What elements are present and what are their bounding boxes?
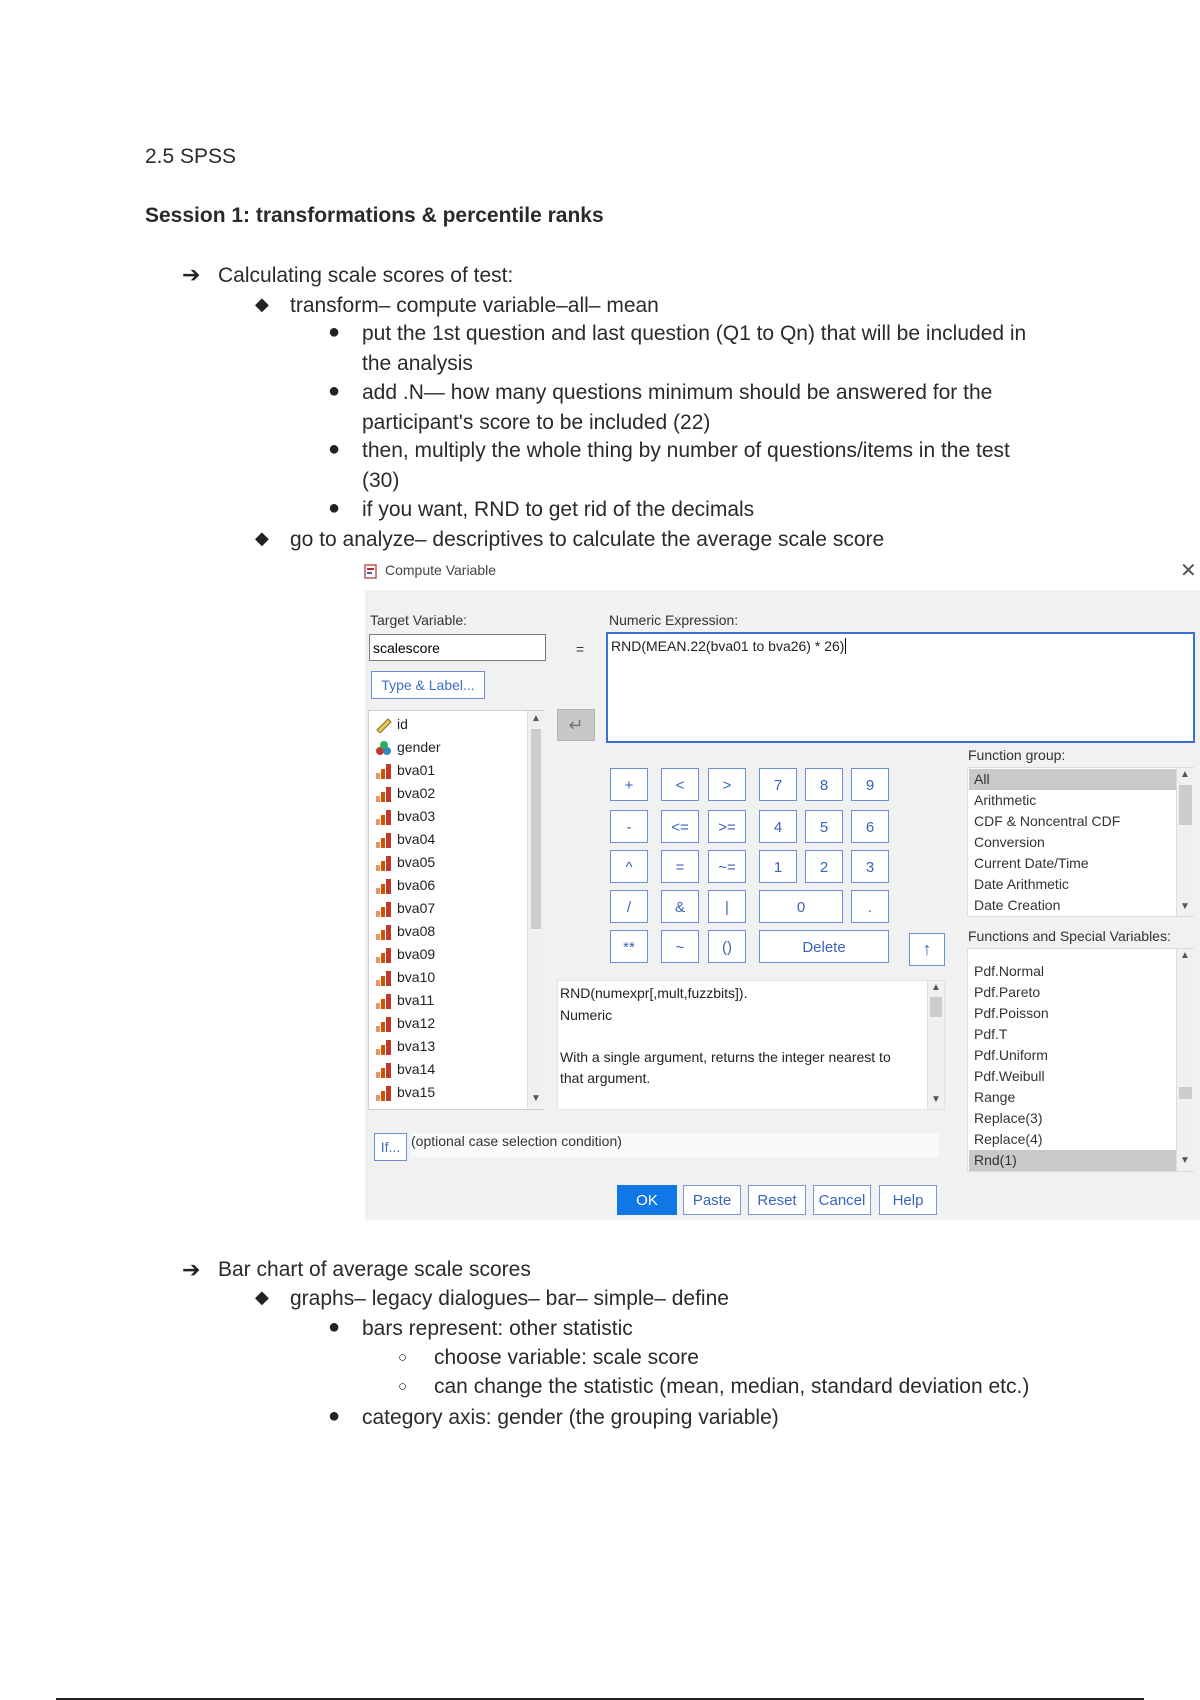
list-item[interactable]: Current Date/Time [974, 855, 1089, 871]
list-item[interactable]: bva10 [375, 966, 435, 988]
close-icon[interactable]: ✕ [1180, 560, 1197, 582]
keypad-3-button[interactable]: 3 [851, 850, 889, 883]
list-item[interactable]: Range [974, 1089, 1016, 1105]
list-item[interactable]: Pdf.Uniform [974, 1047, 1048, 1063]
list-item: choose variable: scale score [434, 1346, 699, 1369]
scrollbar-thumb[interactable] [531, 729, 541, 929]
ordinal-variable-icon [375, 786, 393, 802]
circle-bullet-icon: ○ [398, 1349, 408, 1366]
keypad-9-button[interactable]: 9 [851, 768, 889, 801]
list-item[interactable]: Pdf.Pareto [974, 984, 1041, 1000]
nominal-variable-icon [375, 740, 393, 756]
keypad-ne-button[interactable]: ~= [708, 850, 746, 883]
scroll-up-icon[interactable]: ▲ [931, 982, 941, 993]
description-text: With a single argument, returns the integer nearest to [560, 1049, 891, 1065]
list-item: go to analyze– descriptives to calculate the average scale score [290, 528, 885, 551]
list-item: put the 1st question and last question (Q1 to Qn) that will be included in [362, 322, 1027, 345]
dot-bullet-icon: ● [328, 1405, 341, 1427]
list-item[interactable]: Pdf.T [974, 1026, 1008, 1042]
keypad-2-button[interactable]: 2 [805, 850, 843, 883]
list-item: bars represent: other statistic [362, 1317, 633, 1340]
ordinal-variable-icon [375, 947, 393, 963]
list-item[interactable]: bva12 [375, 1012, 435, 1034]
list-item: transform– compute variable–all– mean [290, 294, 659, 317]
scroll-down-icon[interactable]: ▼ [531, 1093, 541, 1104]
scroll-up-icon[interactable]: ▲ [531, 713, 541, 724]
list-item[interactable]: gender [375, 736, 441, 758]
list-item: then, multiply the whole thing by number of questions/items in the test [362, 439, 1010, 462]
keypad-paren-button[interactable]: () [708, 930, 746, 963]
description-scrollbar[interactable] [927, 981, 944, 1109]
list-item[interactable]: CDF & Noncentral CDF [974, 813, 1121, 829]
ruler-icon [375, 717, 393, 733]
keypad-8-button[interactable]: 8 [805, 768, 843, 801]
diamond-bullet-icon: ◆ [255, 1287, 269, 1307]
ordinal-variable-icon [375, 901, 393, 917]
keypad-5-button[interactable]: 5 [805, 810, 843, 843]
scroll-down-icon[interactable]: ▼ [1180, 1155, 1190, 1166]
scrollbar-thumb[interactable] [1179, 785, 1192, 825]
list-item[interactable]: bva13 [375, 1035, 435, 1057]
scroll-up-icon[interactable]: ▲ [1180, 950, 1190, 961]
keypad-delete-button[interactable]: Delete [759, 930, 889, 963]
reset-button[interactable]: Reset [748, 1185, 806, 1215]
list-item[interactable]: Arithmetic [974, 792, 1037, 808]
keypad-gt-button[interactable]: > [708, 768, 746, 801]
section-title: 2.5 SPSS [145, 145, 237, 168]
list-item[interactable]: Pdf.Normal [974, 963, 1045, 979]
keypad-and-button[interactable]: & [661, 890, 699, 923]
list-item[interactable]: Replace(4) [974, 1131, 1043, 1147]
list-item: graphs– legacy dialogues– bar– simple– define [290, 1287, 729, 1310]
scrollbar-thumb[interactable] [930, 997, 942, 1017]
keypad-ge-button[interactable]: >= [708, 810, 746, 843]
list-item[interactable]: bva06 [375, 874, 435, 896]
list-item[interactable]: bva02 [375, 782, 435, 804]
keypad-minus-button[interactable]: - [610, 810, 648, 843]
numeric-expression-input[interactable] [606, 632, 1195, 743]
if-button[interactable]: If... [374, 1133, 407, 1161]
description-signature: RND(numexpr[,mult,fuzzbits]). [560, 985, 748, 1001]
description-text: that argument. [560, 1070, 651, 1086]
list-item[interactable]: bva01 [375, 759, 435, 781]
list-item[interactable]: bva11 [375, 989, 434, 1011]
arrow-bullet-icon: ➔ [182, 262, 201, 287]
scrollbar-thumb[interactable] [1179, 1087, 1192, 1099]
list-item[interactable]: bva15 [375, 1081, 435, 1103]
keypad-pow-button[interactable]: ^ [610, 850, 648, 883]
list-item[interactable]: Replace(3) [974, 1110, 1043, 1126]
keypad-4-button[interactable]: 4 [759, 810, 797, 843]
list-item[interactable]: Pdf.Poisson [974, 1005, 1049, 1021]
dialog-title: Compute Variable [385, 562, 497, 578]
scroll-down-icon[interactable]: ▼ [931, 1094, 941, 1105]
functions-scrollbar[interactable] [1176, 949, 1194, 1171]
compute-variable-icon [364, 564, 377, 579]
session-title: Session 1: transformations & percentile ranks [145, 204, 604, 227]
keypad-0-button[interactable]: 0 [759, 890, 843, 923]
help-button[interactable]: Help [879, 1185, 937, 1215]
function-group-scrollbar[interactable] [1176, 768, 1194, 916]
list-item: add .N— how many questions minimum should be answered for the [362, 381, 993, 404]
list-item[interactable]: bva03 [375, 805, 435, 827]
list-item: participant's score to be included (22) [362, 411, 711, 434]
keypad-or-button[interactable]: | [708, 890, 746, 923]
variable-list-scrollbar[interactable] [527, 711, 544, 1109]
list-item: the analysis [362, 352, 473, 375]
ordinal-variable-icon [375, 832, 393, 848]
keypad-exp-button[interactable]: ** [610, 930, 648, 963]
list-item[interactable]: Date Creation [974, 897, 1061, 913]
keypad-dot-button[interactable]: . [851, 890, 889, 923]
list-item[interactable]: Pdf.Weibull [974, 1068, 1045, 1084]
numeric-expression-label: Numeric Expression: [609, 612, 739, 628]
keypad-7-button[interactable]: 7 [759, 768, 797, 801]
keypad-div-button[interactable]: / [610, 890, 648, 923]
ordinal-variable-icon [375, 878, 393, 894]
keypad-eq-button[interactable]: = [661, 850, 699, 883]
list-item: Bar chart of average scale scores [218, 1258, 531, 1281]
functions-list[interactable] [967, 948, 1194, 1172]
ordinal-variable-icon [375, 1085, 393, 1101]
paste-button[interactable]: Paste [683, 1185, 741, 1215]
ordinal-variable-icon [375, 1016, 393, 1032]
list-item[interactable]: Conversion [974, 834, 1045, 850]
equals-sign: = [576, 641, 585, 657]
ordinal-variable-icon [375, 1039, 393, 1055]
keypad-6-button[interactable]: 6 [851, 810, 889, 843]
scroll-up-icon[interactable]: ▲ [1180, 769, 1190, 780]
dot-bullet-icon: ● [328, 438, 341, 460]
list-item[interactable]: bva05 [375, 851, 435, 873]
list-item[interactable]: bva07 [375, 897, 435, 919]
list-item: if you want, RND to get rid of the decimals [362, 498, 755, 521]
ordinal-variable-icon [375, 1062, 393, 1078]
type-label-button[interactable]: Type & Label... [371, 671, 485, 699]
target-variable-input[interactable] [369, 634, 546, 661]
functions-label: Functions and Special Variables: [968, 928, 1171, 944]
keypad-not-button[interactable]: ~ [661, 930, 699, 963]
list-item[interactable]: bva04 [375, 828, 435, 850]
list-item[interactable]: Rnd(1) [969, 1150, 1180, 1171]
if-condition-text: (optional case selection condition) [411, 1133, 622, 1149]
variable-list[interactable] [368, 710, 544, 1110]
function-group-label: Function group: [968, 747, 1066, 763]
function-description [557, 980, 945, 1110]
ordinal-variable-icon [375, 855, 393, 871]
target-variable-label: Target Variable: [370, 612, 468, 628]
dot-bullet-icon: ● [328, 1316, 341, 1338]
list-item[interactable]: bva08 [375, 920, 435, 942]
keypad-plus-button[interactable]: + [610, 768, 648, 801]
list-item: (30) [362, 469, 400, 492]
function-group-list[interactable] [967, 767, 1194, 917]
dot-bullet-icon: ● [328, 380, 341, 402]
scroll-down-icon[interactable]: ▼ [1180, 901, 1190, 912]
ordinal-variable-icon [375, 924, 393, 940]
description-type: Numeric [560, 1007, 613, 1023]
cancel-button[interactable]: Cancel [813, 1185, 871, 1215]
list-item[interactable]: id [375, 713, 408, 735]
ordinal-variable-icon [375, 970, 393, 986]
if-condition-field [411, 1133, 939, 1157]
ok-button[interactable]: OK [617, 1185, 677, 1215]
list-item: can change the statistic (mean, median, standard deviation etc.) [434, 1375, 1030, 1398]
up-arrow-icon: ↑ [922, 939, 932, 959]
arrow-bullet-icon: ➔ [182, 1257, 201, 1282]
move-to-expression-button[interactable] [557, 709, 595, 741]
circle-bullet-icon: ○ [398, 1378, 408, 1395]
numeric-expression-value: RND(MEAN.22(bva01 to bva26) * 26) [611, 638, 845, 654]
keypad-le-button[interactable]: <= [661, 810, 699, 843]
ordinal-variable-icon [375, 993, 393, 1009]
ordinal-variable-icon [375, 763, 393, 779]
dot-bullet-icon: ● [328, 497, 341, 519]
list-item[interactable]: All [969, 769, 1180, 790]
list-item: category axis: gender (the grouping variable) [362, 1406, 779, 1429]
diamond-bullet-icon: ◆ [255, 528, 269, 548]
insert-function-button[interactable] [909, 933, 945, 966]
list-item: Calculating scale scores of test: [218, 264, 514, 287]
list-item[interactable]: bva14 [375, 1058, 435, 1080]
list-item[interactable]: bva09 [375, 943, 435, 965]
list-item[interactable]: Date Arithmetic [974, 876, 1069, 892]
keypad-1-button[interactable]: 1 [759, 850, 797, 883]
keypad-lt-button[interactable]: < [661, 768, 699, 801]
ordinal-variable-icon [375, 809, 393, 825]
return-arrow-icon: ↵ [568, 715, 584, 735]
dot-bullet-icon: ● [328, 321, 341, 343]
diamond-bullet-icon: ◆ [255, 294, 269, 314]
